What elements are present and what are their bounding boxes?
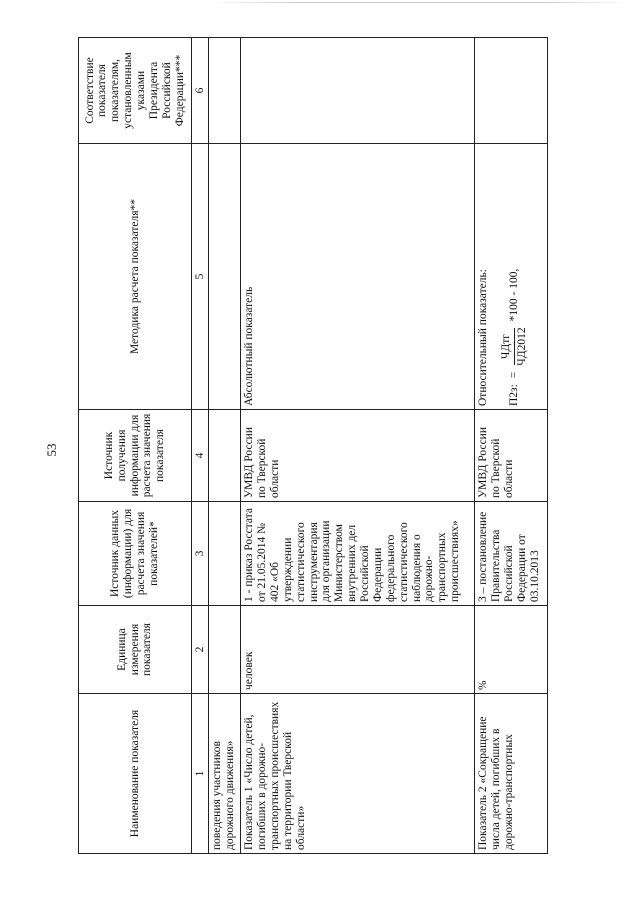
table-row xyxy=(241,38,475,854)
indicator-method-cell xyxy=(475,144,548,410)
header-unit: Единица измерения показателя xyxy=(79,606,192,694)
formula-tail: *100 - 100, xyxy=(508,268,521,322)
header-row xyxy=(79,38,192,854)
continuation-text: поведения участников дорожного движения» xyxy=(209,694,241,854)
column-number: 6 xyxy=(192,38,209,144)
indicators-table xyxy=(78,37,548,854)
header-method: Методика расчета показателя** xyxy=(79,144,192,410)
indicator-unit: % xyxy=(475,606,548,694)
scan-artifact-line xyxy=(210,2,630,3)
formula xyxy=(500,147,529,406)
formula-eq: = xyxy=(508,371,521,379)
table-row xyxy=(475,38,548,854)
indicator-compliance xyxy=(475,38,548,144)
continuation-row xyxy=(209,38,241,854)
indicator-name: Показатель 2 «Сокращение числа детей, погибших в дорожно-транспортных xyxy=(475,694,548,854)
formula-numerator: ЧДтг xyxy=(500,328,515,365)
indicator-name: Показатель 1 «Число детей, погибших в дорожно-транспортных происшествиях на территории Тверской области» xyxy=(241,694,475,854)
header-name: Наименование показателя xyxy=(79,694,192,854)
header-compliance: Соответствие показателя показателям, установленным указами Президента Российской Федерации*** xyxy=(79,38,192,144)
column-number: 5 xyxy=(192,144,209,410)
column-number: 3 xyxy=(192,502,209,606)
indicator-method: Абсолютный показатель xyxy=(241,144,475,410)
column-number-row xyxy=(192,38,209,854)
indicator-info-source: УМВД России по Тверской области xyxy=(475,410,548,502)
indicator-info-source: УМВД России по Тверской области xyxy=(241,410,475,502)
indicator-compliance xyxy=(241,38,475,144)
indicator-unit: человек xyxy=(241,606,475,694)
formula-denominator: ЧД2012 xyxy=(516,327,529,366)
column-number: 2 xyxy=(192,606,209,694)
column-number: 4 xyxy=(192,410,209,502)
column-number: 1 xyxy=(192,694,209,854)
header-data-source: Источник данных (информации) для расчета значения показателей* xyxy=(79,502,192,606)
formula-fraction xyxy=(500,327,529,365)
indicator-data-source: 1 - приказ Росстата от 21.05.2014 № 402 «Об утверждении статистического инструментария для организации Министерством внутренних дел Российской Федерации федерального статистического наблюдения о дорожно-транспортных происшествиях» xyxy=(241,502,475,606)
page-number: 53 xyxy=(44,443,59,457)
header-info-source: Источник получения информации для расчета значения показателя xyxy=(79,410,192,502)
formula-lhs: П2з: xyxy=(508,384,521,406)
indicator-method: Относительный показатель: xyxy=(477,269,490,406)
indicator-data-source: 3 – постановление Правительства Российской Федерации от 03.10.2013 xyxy=(475,502,548,606)
